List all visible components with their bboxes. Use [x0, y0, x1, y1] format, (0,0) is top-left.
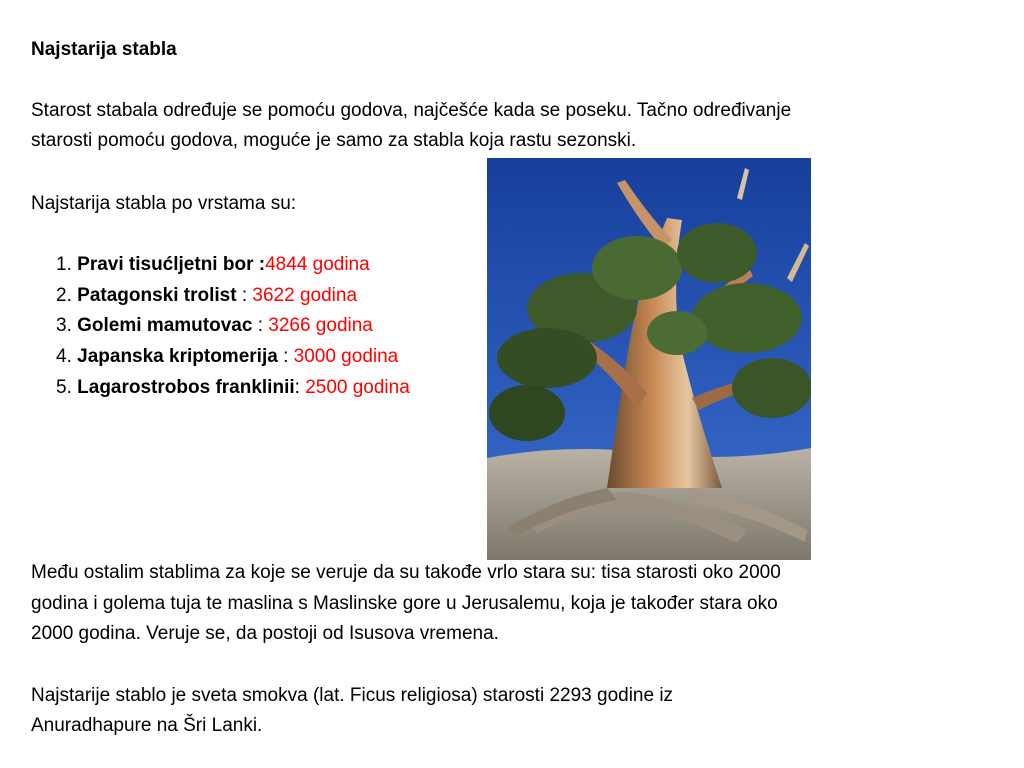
tree-age: 3000 godina [293, 346, 399, 367]
para3-line-2: Anuradhapure na Šri Lanki. [31, 715, 263, 736]
separator: : [236, 285, 253, 306]
separator: : [277, 346, 294, 367]
list-item [56, 345, 398, 369]
tree-name: Patagonski trolist [77, 285, 237, 306]
bristlecone-pine-photo [487, 158, 811, 560]
list-number: 5. [56, 377, 72, 398]
list-number: 3. [56, 315, 72, 336]
tree-name: Lagarostrobos franklinii [77, 377, 295, 398]
list-item [56, 376, 410, 400]
tree-name: Pravi tisućljetni bor : [77, 254, 266, 275]
list-number: 2. [56, 285, 72, 306]
separator: : [294, 377, 306, 398]
para2-line-3: 2000 godina. Veruje se, da postoji od Isusova vremena. [31, 623, 499, 644]
list-intro: Najstarija stabla po vrstama su: [31, 193, 297, 214]
page-title: Najstarija stabla [31, 39, 177, 60]
tree-age: 4844 godina [265, 254, 370, 275]
tree-name: Japanska kriptomerija [77, 346, 278, 367]
para2-line-1: Među ostalim stablima za koje se veruje da su takođe vrlo stara su: tisa starosti oko 2000 [31, 562, 781, 583]
tree-age: 2500 godina [305, 377, 410, 398]
tree-age: 3266 godina [268, 315, 373, 336]
list-number: 1. [56, 254, 72, 275]
list-item [56, 253, 370, 277]
intro-line-1: Starost stabala određuje se pomoću godova, najčešće kada se poseku. Tačno određivanje [31, 100, 792, 121]
list-item [56, 284, 357, 308]
list-number: 4. [56, 346, 72, 367]
list-item [56, 314, 373, 338]
tree-name: Golemi mamutovac [77, 315, 253, 336]
para2-line-2: godina i golema tuja te maslina s Maslinske gore u Jerusalemu, koja je također stara oko [31, 593, 778, 614]
separator: : [252, 315, 269, 336]
intro-line-2: starosti pomoću godova, moguće je samo za stabla koja rastu sezonski. [31, 130, 637, 151]
tree-age: 3622 godina [252, 285, 358, 306]
para3-line-1: Najstarije stablo je sveta smokva (lat. Ficus religiosa) starosti 2293 godine iz [31, 685, 674, 706]
